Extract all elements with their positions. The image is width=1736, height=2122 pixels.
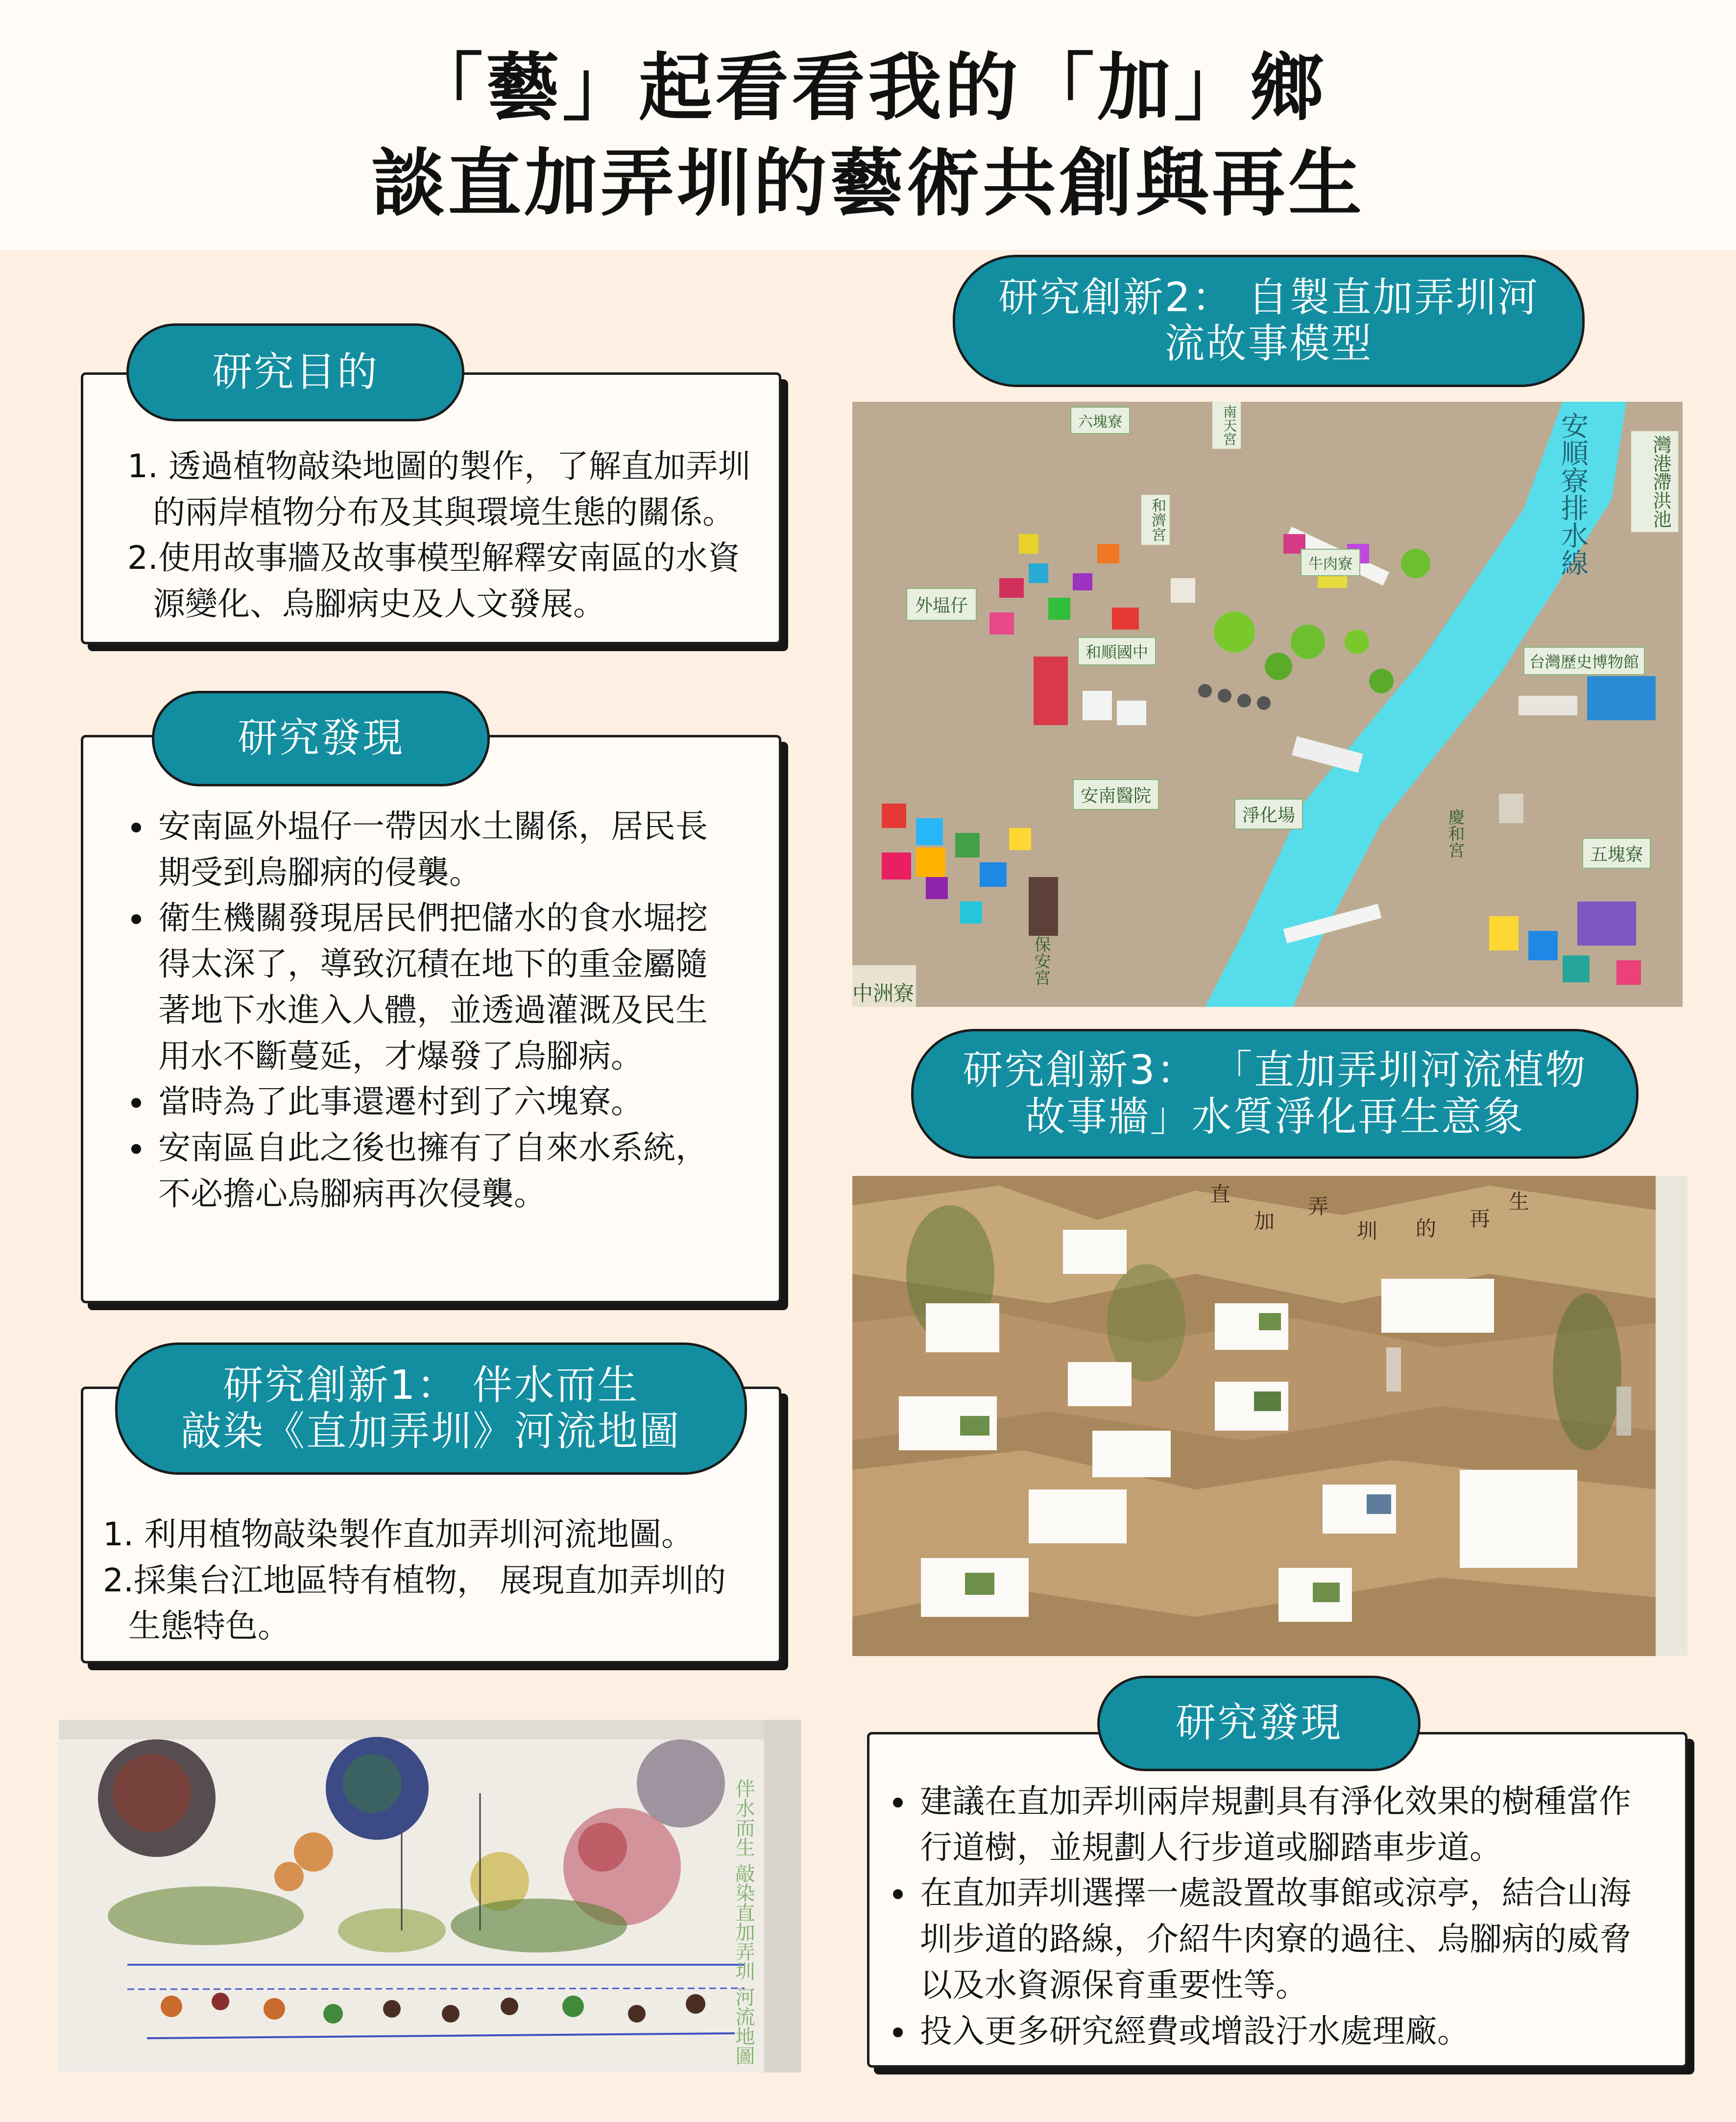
purpose-item: 2.使用故事牆及故事模型解釋安南區的水資源變化、烏腳病史及人文發展。 [127,539,740,623]
wall-char: 圳 [1357,1219,1378,1243]
story-wall-photo [852,1176,1688,1656]
map-label: 六塊寮 [1070,407,1130,434]
map-label: 慶和宮 [1445,808,1465,858]
map-label: 台灣歷史博物館 [1523,647,1645,675]
header [0,0,1736,250]
finding-item: • 衛生機關發現居民們把儲水的食水堀挖得太深了，導致沉積在地下的重金屬隨著地下水進入人體，並透過灌溉及民生用水不斷蔓延，才爆發了烏腳病。 [154,895,720,1079]
purpose-heading: 研究目的 [126,323,464,421]
map-label: 南天宮 [1212,402,1241,449]
map-label: 安南醫院 [1073,779,1159,810]
map-label: 五塊寮 [1582,838,1651,869]
innovation3-heading: 研究創新3： 「直加弄圳河流植物 故事牆」水質淨化再生意象 [911,1029,1639,1159]
wall-char: 直 [1210,1182,1231,1206]
wall-char: 弄 [1308,1195,1329,1219]
finding-item: • 當時為了此事還遷村到了六塊寮。 [154,1079,720,1125]
findings-card-left [81,735,781,1303]
map-label: 灣港滯洪池 [1631,431,1678,532]
findings-list-right [879,1779,1643,2054]
wall-char: 的 [1416,1217,1437,1241]
title-line-1: 「藝」起看看我的「加」鄉 [409,46,1326,131]
cloth-caption: 伴水而生 敲染直加弄圳 河流地圖 [732,1779,755,2066]
wall-char: 再 [1470,1207,1491,1231]
map-label: 和濟宮 [1141,495,1170,545]
purpose-item: 1. 透過植物敲染地圖的製作，了解直加弄圳的兩岸植物分布及其與環境生態的關係。 [127,447,750,531]
wall-char: 生 [1509,1190,1530,1214]
finding-item: • 建議在直加弄圳兩岸規劃具有淨化效果的樹種當作行道樹，並規劃人行步道或腳踏車步道。 [916,1779,1643,1870]
map-label: 保安宮 [1031,936,1051,986]
map-label: 安順寮排水線 [1557,412,1589,576]
map-label: 中洲寮 [852,981,915,1005]
finding-item: • 安南區自此之後也擁有了自來水系統，不必擔心烏腳病再次侵襲。 [154,1125,720,1217]
purpose-list [127,443,764,627]
innovation1-item: 2.採集台江地區特有植物， 展現直加弄圳的生態特色。 [103,1561,726,1645]
story-model-photo [852,402,1683,1007]
map-label: 牛肉寮 [1301,549,1360,576]
findings-card-right [867,1732,1688,2068]
finding-item: • 在直加弄圳選擇一處設置故事館或涼亭，結合山海圳步道的路線，介紹牛肉寮的過往、烏腳病的威脅以及水資源保育重要性等。 [916,1870,1643,2008]
plant-dye-map-photo [59,1720,801,2073]
map-label: 和順國中 [1078,637,1156,665]
innovation1-heading: 研究創新1： 伴水而生 敲染《直加弄圳》河流地圖 [115,1342,747,1475]
map-label: 淨化場 [1234,799,1303,829]
findings-heading-right: 研究發現 [1097,1676,1421,1771]
wall-char: 加 [1254,1209,1275,1233]
title-line-2: 談直加弄圳的藝術共創與再生 [371,141,1365,226]
finding-item: • 安南區外塭仔一帶因水土關係，居民長期受到烏腳病的侵襲。 [154,804,720,895]
innovation2-heading: 研究創新2： 自製直加弄圳河 流故事模型 [953,255,1585,387]
innovation1-list [103,1512,754,1649]
map-label: 外塭仔 [906,588,977,621]
innovation1-item: 1. 利用植物敲染製作直加弄圳河流地圖。 [103,1515,694,1553]
findings-heading-left: 研究發現 [152,691,490,786]
finding-item: • 投入更多研究經費或增設汙水處理廠。 [916,2008,1643,2054]
findings-list-left [118,804,720,1217]
